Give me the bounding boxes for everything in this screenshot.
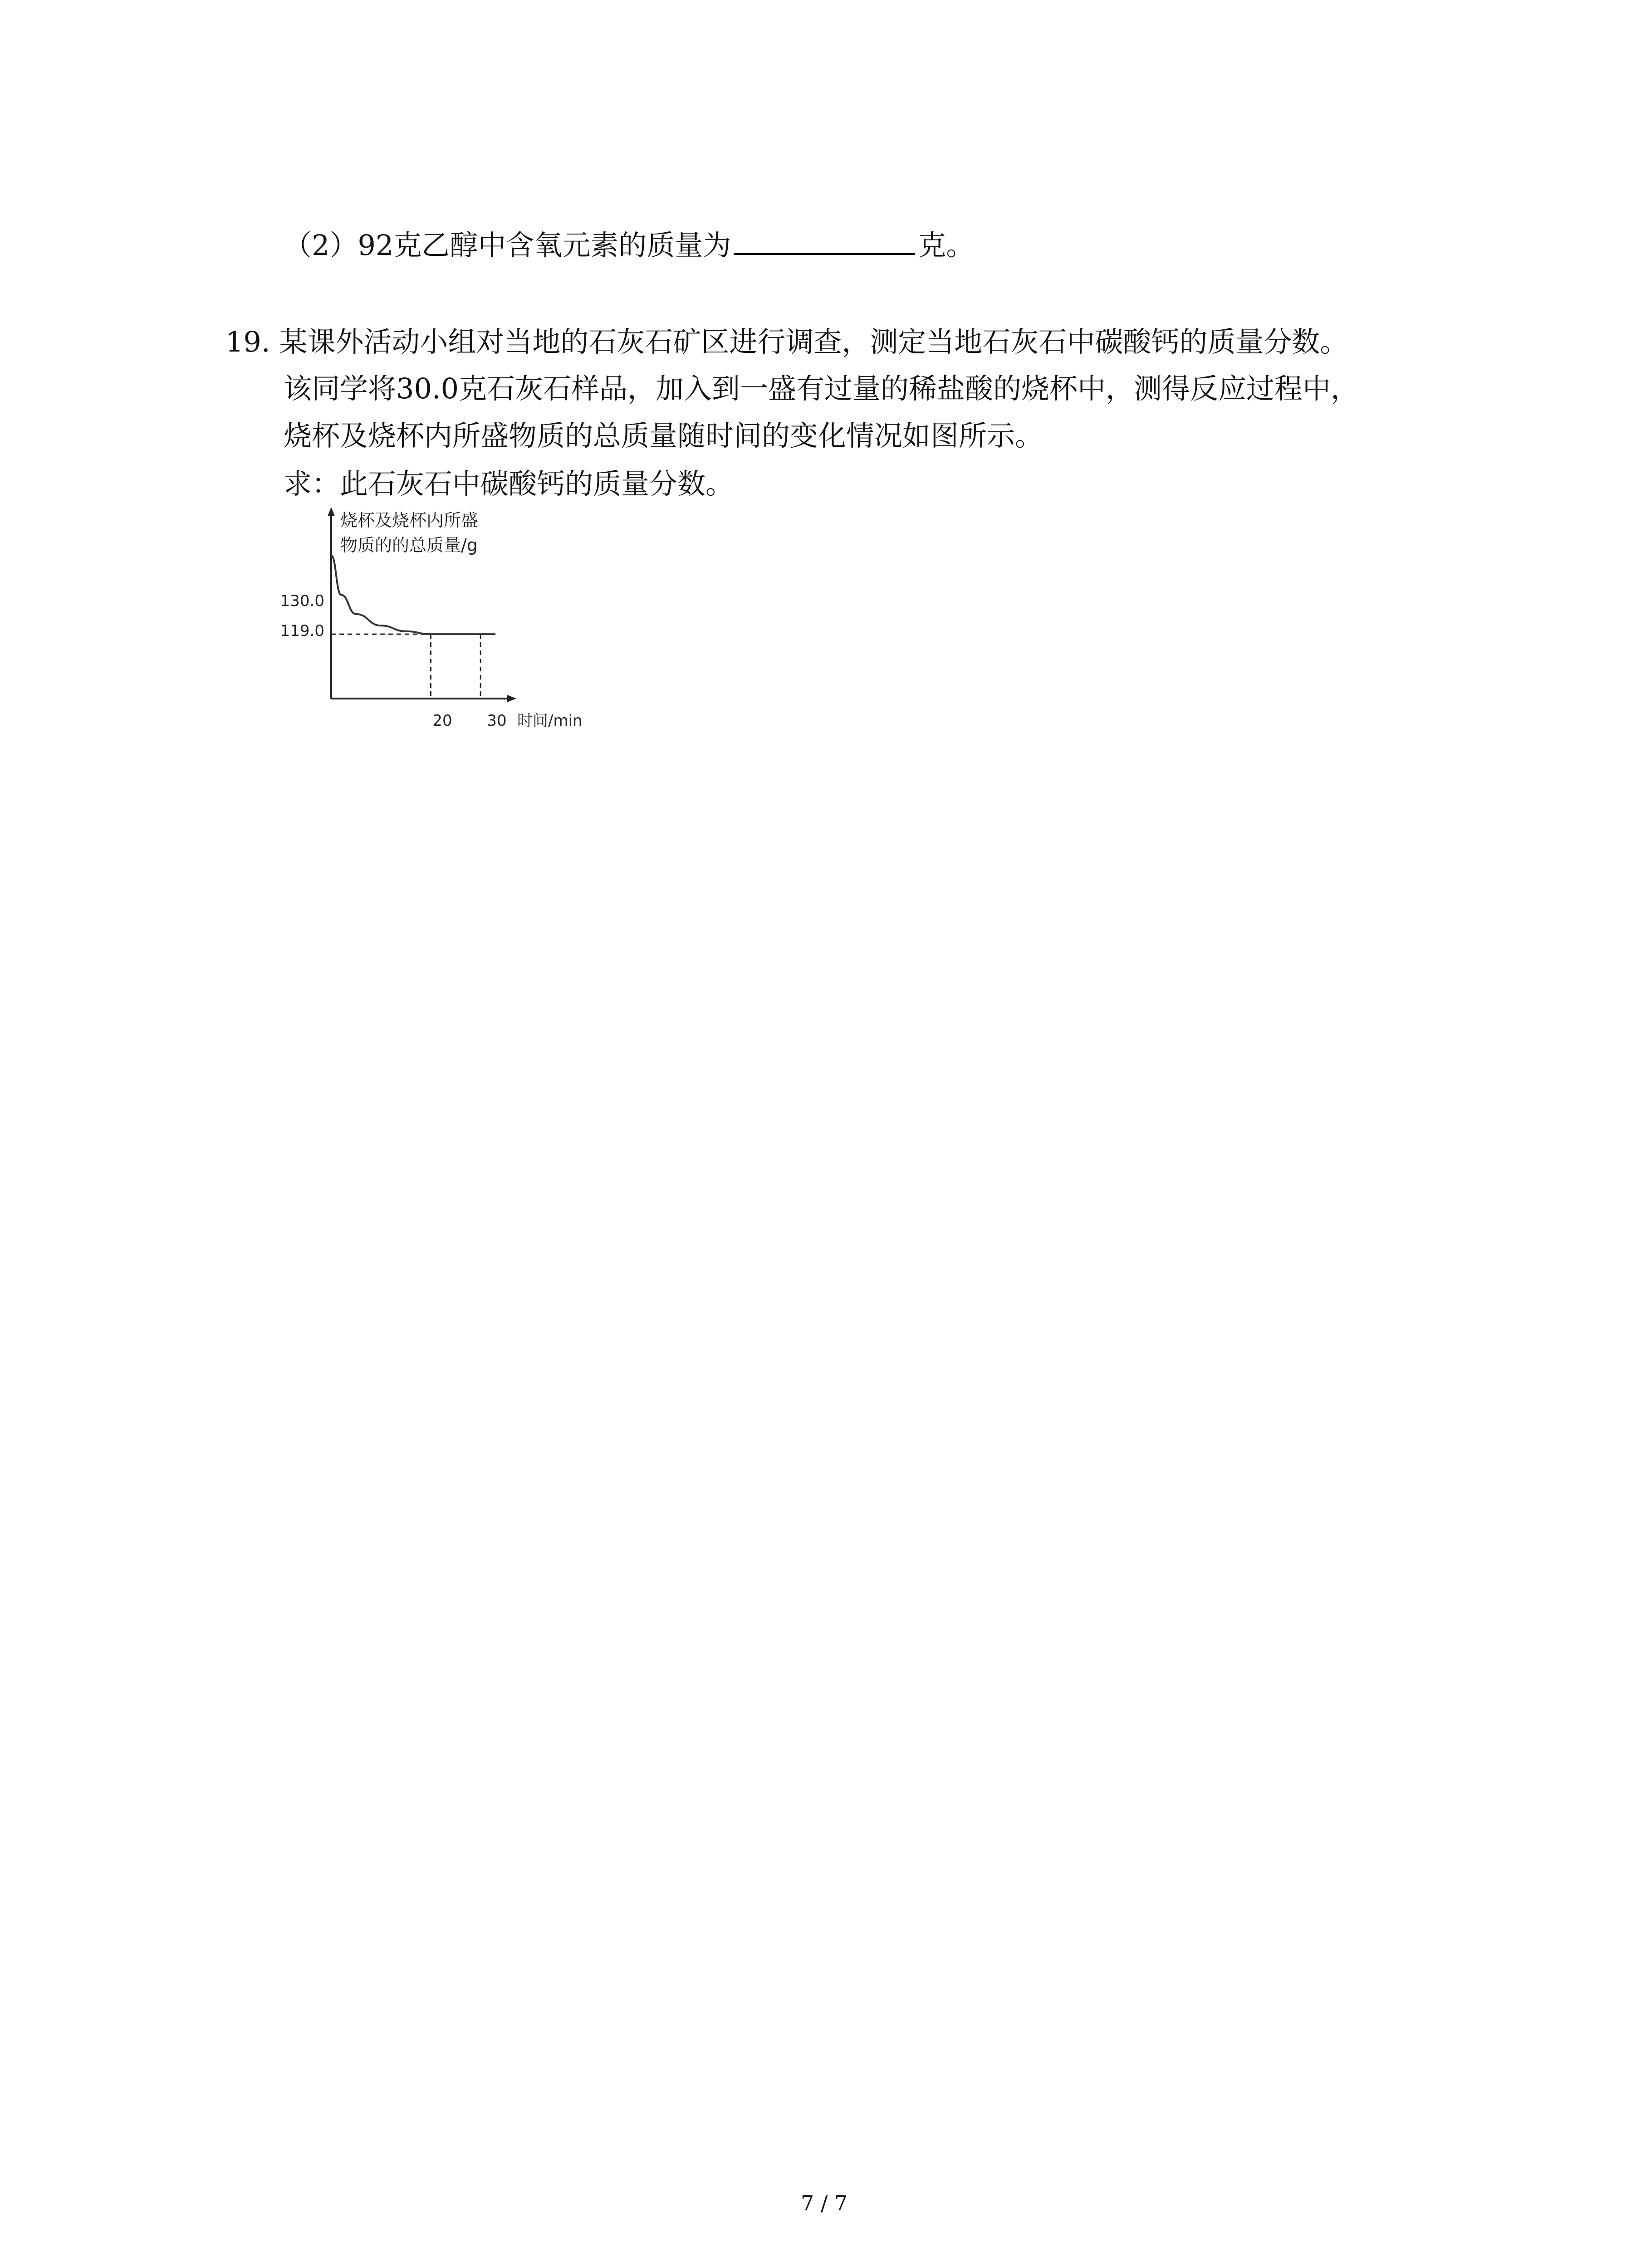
y-tick-label-119: 119.0 bbox=[280, 622, 324, 640]
x-tick-label-30: 30 bbox=[487, 712, 507, 730]
y-axis-label-line-2: 物质的的总质量/g bbox=[340, 535, 478, 555]
q18-part2-prefix: （2）92克乙醇中含氧元素的质量为 bbox=[284, 229, 731, 262]
mass-curve bbox=[331, 556, 495, 634]
page-number: 7 / 7 bbox=[801, 2191, 848, 2215]
question-18-part-2 bbox=[284, 228, 975, 262]
plot-layer bbox=[331, 556, 495, 699]
q18-part2-suffix: 克。 bbox=[918, 229, 975, 262]
question-19-line-1 bbox=[225, 325, 1348, 358]
question-number: 19. bbox=[225, 325, 270, 358]
q19-text-2: 该同学将30.0克石灰石样品，加入到一盛有过量的稀盐酸的烧杯中，测得反应过程中， bbox=[284, 372, 1359, 405]
mass-time-chart bbox=[272, 503, 612, 748]
y-tick-label-130: 130.0 bbox=[280, 592, 324, 610]
x-axis-label: 时间/min bbox=[517, 712, 583, 730]
q19-text-1: 某课外活动小组对当地的石灰石矿区进行调查，测定当地石灰石中碳酸钙的质量分数。 bbox=[279, 325, 1348, 358]
q19-text-3: 烧杯及烧杯内所盛物质的总质量随时间的变化情况如图所示。 bbox=[284, 419, 1043, 452]
x-axis-arrow bbox=[507, 695, 516, 702]
y-axis-label-line-1: 烧杯及烧杯内所盛 bbox=[340, 510, 479, 530]
y-axis-arrow bbox=[328, 507, 335, 516]
x-tick-label-20: 20 bbox=[432, 712, 452, 730]
answer-blank bbox=[734, 228, 915, 255]
q19-text-4: 求：此石灰石中碳酸钙的质量分数。 bbox=[284, 467, 734, 500]
